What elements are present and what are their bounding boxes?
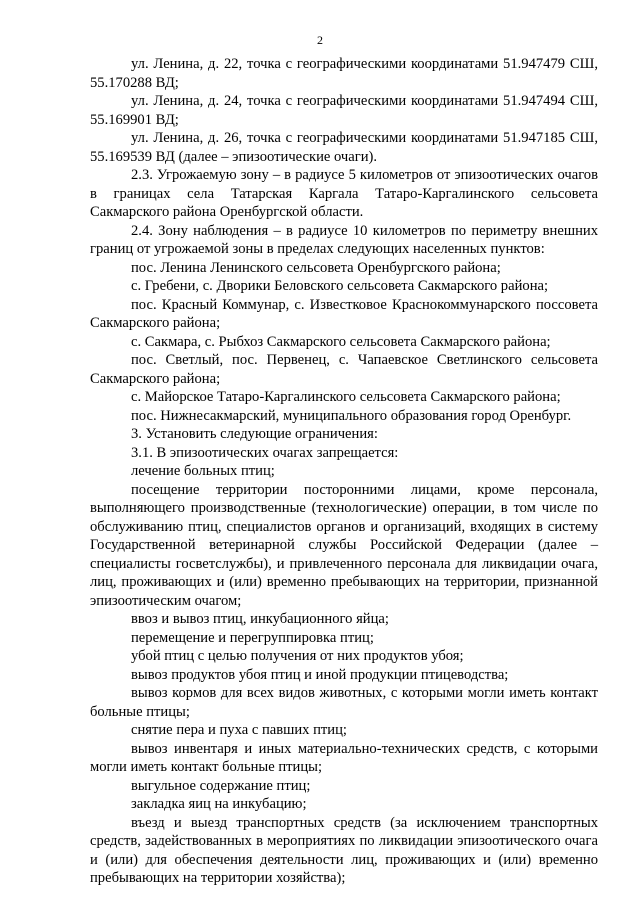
list-item-settlement: с. Гребени, с. Дворики Беловского сельсовета Сакмарского района; <box>131 278 549 294</box>
section-heading-3: 3. Установить следующие ограничения: <box>131 426 378 442</box>
paragraph-2-3: 2.3. Угрожаемую зону – в радиусе 5 километров от эпизоотических очагов в границах села Татарская Каргала Татаро-Каргалинского сельсовета Сакмарского района Оренбургской области. <box>90 167 598 220</box>
restriction-item: выгульное содержание птиц; <box>131 777 311 794</box>
section-heading-3-1: 3.1. В эпизоотических очагах запрещается: <box>131 444 399 461</box>
list-item-settlement: пос. Красный Коммунар, с. Известковое Краснокоммунарского поссовета Сакмарского района; <box>90 296 598 331</box>
list-item-settlement: с. Майорское Татаро-Каргалинского сельсовета Сакмарского района; <box>131 389 561 405</box>
paragraph-coord-26: ул. Ленина, д. 26, точка с географическими координатами 51.947185 СШ, 55.169539 ВД (далее – эпизоотические очаги). <box>90 130 598 165</box>
restriction-item: ввоз и вывоз птиц, инкубационного яйца; <box>131 611 389 627</box>
restriction-item: вывоз инвентаря и иных материально-технических средств, с которыми могли иметь контакт больные птицы; <box>90 740 598 775</box>
restriction-item: вывоз кормов для всех видов животных, с которыми могли иметь контакт больные птицы; <box>90 685 598 720</box>
page-number: 2 <box>317 33 323 47</box>
restriction-item: убой птиц с целью получения от них продуктов убоя; <box>131 648 464 664</box>
restriction-item: перемещение и перегруппировка птиц; <box>131 629 374 646</box>
paragraph-coord-24: ул. Ленина, д. 24, точка с географическими координатами 51.947494 СШ, 55.169901 ВД; <box>90 93 598 128</box>
restriction-item: въезд и выезд транспортных средств (за исключением транспортных средств, задействованных в мероприятиях по ликвидации эпизоотического очага и (или) для обеспечения деятельности лиц, проживающих и (или) временно пребывающих на территории хозяйства); <box>90 814 598 886</box>
list-item-settlement: пос. Ленина Ленинского сельсовета Оренбургского района; <box>131 259 501 276</box>
paragraph-coord-22: ул. Ленина, д. 22, точка с географическими координатами 51.947479 СШ, 55.170288 ВД; <box>90 56 598 91</box>
list-item-settlement: пос. Нижнесакмарский, муниципального образования город Оренбург. <box>131 407 572 424</box>
restriction-item: посещение территории посторонними лицами, кроме персонала, выполняющего производственные (технологические) операции, в том числе по обслуживанию птиц, специалистов органов и организаций, входящих в систему Государственной ветеринарной службы Российской Федерации (далее – специалисты госветслужбы), и привлеченного персонала для ликвидации очага, лиц, проживающих и (или) временно пребывающих на территории, признанной эпизоотическим очагом; <box>90 481 598 609</box>
list-item-settlement: пос. Светлый, пос. Первенец, с. Чапаевское Светлинского сельсовета Сакмарского района; <box>90 352 598 387</box>
list-item-settlement: с. Сакмара, с. Рыбхоз Сакмарского сельсовета Сакмарского района; <box>131 333 551 350</box>
document-body <box>90 55 598 888</box>
restriction-item: вывоз продуктов убоя птиц и иной продукции птицеводства; <box>131 666 509 683</box>
restriction-item: закладка яиц на инкубацию; <box>131 796 307 812</box>
restriction-item: снятие пера и пуха с павших птиц; <box>131 722 347 738</box>
paragraph-2-4: 2.4. Зону наблюдения – в радиусе 10 километров по периметру внешних границ от угрожаемой зоны в пределах следующих населенных пунктов: <box>90 222 598 257</box>
restriction-item: лечение больных птиц; <box>131 463 275 479</box>
